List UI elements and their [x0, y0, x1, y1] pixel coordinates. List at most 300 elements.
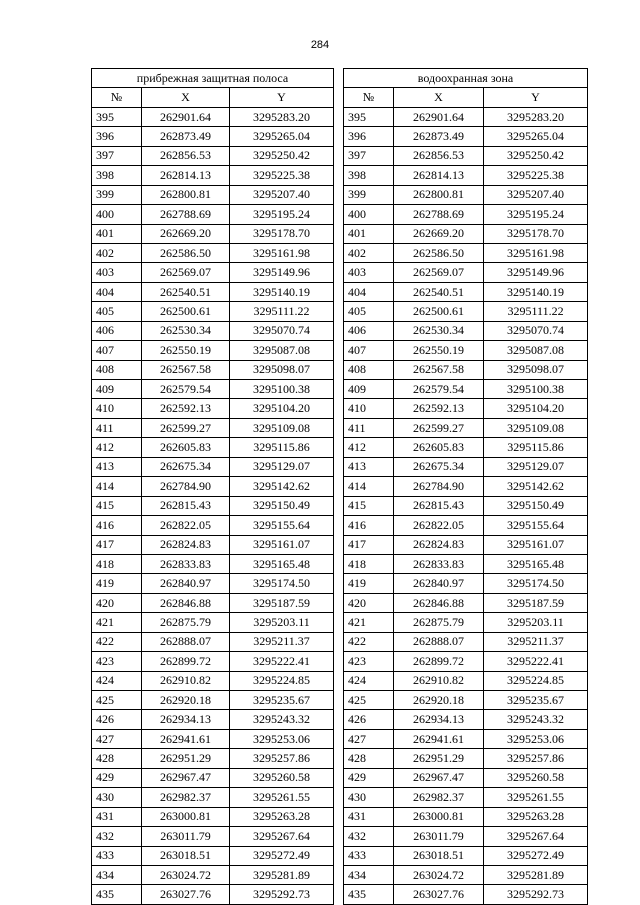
- table-row: [344, 768, 588, 787]
- cell-y: 3295222.41: [230, 652, 334, 671]
- cell-y: 3295265.04: [230, 127, 334, 146]
- cell-y: 3295267.64: [484, 827, 588, 846]
- cell-y: 3295070.74: [230, 321, 334, 340]
- cell-number: 397: [344, 146, 394, 165]
- table-row: [344, 516, 588, 535]
- cell-x: 262899.72: [142, 652, 230, 671]
- column-header-y: Y: [230, 88, 334, 107]
- table-row: [344, 418, 588, 437]
- cell-number: 420: [92, 593, 142, 612]
- cell-y: 3295260.58: [230, 768, 334, 787]
- table-row: [344, 321, 588, 340]
- table-row: [92, 399, 334, 418]
- cell-number: 424: [344, 671, 394, 690]
- cell-number: 428: [92, 749, 142, 768]
- cell-x: 262569.07: [142, 263, 230, 282]
- cell-number: 415: [92, 496, 142, 515]
- cell-number: 405: [344, 302, 394, 321]
- cell-number: 417: [344, 535, 394, 554]
- cell-x: 262550.19: [142, 341, 230, 360]
- cell-x: 262567.58: [394, 360, 484, 379]
- cell-x: 262941.61: [142, 729, 230, 748]
- cell-y: 3295257.86: [230, 749, 334, 768]
- cell-y: 3295149.96: [484, 263, 588, 282]
- cell-number: 431: [344, 807, 394, 826]
- table-row: [344, 477, 588, 496]
- cell-number: 398: [92, 166, 142, 185]
- cell-y: 3295222.41: [484, 652, 588, 671]
- cell-y: 3295195.24: [484, 205, 588, 224]
- cell-x: 262788.69: [394, 205, 484, 224]
- cell-x: 262888.07: [394, 632, 484, 651]
- cell-y: 3295272.49: [230, 846, 334, 865]
- table-row: [344, 613, 588, 632]
- cell-number: 419: [92, 574, 142, 593]
- cell-y: 3295098.07: [230, 360, 334, 379]
- cell-number: 432: [92, 827, 142, 846]
- cell-x: 262599.27: [142, 418, 230, 437]
- cell-y: 3295281.89: [230, 865, 334, 884]
- cell-number: 409: [92, 380, 142, 399]
- cell-x: 262530.34: [142, 321, 230, 340]
- cell-number: 395: [344, 107, 394, 126]
- page-number: 284: [310, 39, 330, 51]
- cell-number: 423: [92, 652, 142, 671]
- cell-y: 3295115.86: [484, 438, 588, 457]
- table-row: [92, 166, 334, 185]
- table-row: [344, 807, 588, 826]
- cell-x: 262800.81: [394, 185, 484, 204]
- table-row: [344, 302, 588, 321]
- cell-x: 262910.82: [142, 671, 230, 690]
- cell-x: 262824.83: [394, 535, 484, 554]
- cell-x: 263011.79: [394, 827, 484, 846]
- table-row: [92, 418, 334, 437]
- table-title-row: [92, 69, 334, 88]
- cell-number: 408: [92, 360, 142, 379]
- cell-y: 3295104.20: [230, 399, 334, 418]
- table-row: [92, 788, 334, 807]
- table-row: [92, 554, 334, 573]
- cell-x: 262822.05: [142, 516, 230, 535]
- cell-y: 3295115.86: [230, 438, 334, 457]
- cell-x: 262982.37: [394, 788, 484, 807]
- cell-number: 400: [92, 205, 142, 224]
- cell-number: 398: [344, 166, 394, 185]
- table-row: [92, 613, 334, 632]
- cell-y: 3295149.96: [230, 263, 334, 282]
- coastal-protection-strip-table: [91, 68, 334, 905]
- table-title: прибрежная защитная полоса: [92, 69, 334, 88]
- table-row: [92, 496, 334, 515]
- cell-number: 395: [92, 107, 142, 126]
- cell-x: 262901.64: [394, 107, 484, 126]
- cell-x: 262540.51: [142, 282, 230, 301]
- cell-y: 3295174.50: [484, 574, 588, 593]
- cell-x: 262934.13: [142, 710, 230, 729]
- cell-y: 3295292.73: [230, 885, 334, 904]
- table-row: [92, 632, 334, 651]
- cell-y: 3295265.04: [484, 127, 588, 146]
- cell-x: 263018.51: [142, 846, 230, 865]
- cell-y: 3295225.38: [230, 166, 334, 185]
- table-row: [344, 593, 588, 612]
- cell-x: 262567.58: [142, 360, 230, 379]
- table-row: [92, 749, 334, 768]
- cell-number: 426: [344, 710, 394, 729]
- cell-x: 262669.20: [142, 224, 230, 243]
- column-header-y: Y: [484, 88, 588, 107]
- cell-y: 3295111.22: [484, 302, 588, 321]
- column-header-x: X: [142, 88, 230, 107]
- table-row: [92, 710, 334, 729]
- cell-x: 262951.29: [142, 749, 230, 768]
- cell-y: 3295087.08: [230, 341, 334, 360]
- cell-x: 262530.34: [394, 321, 484, 340]
- cell-number: 422: [92, 632, 142, 651]
- cell-number: 434: [92, 865, 142, 884]
- cell-number: 405: [92, 302, 142, 321]
- table-row: [344, 146, 588, 165]
- table-row: [344, 846, 588, 865]
- cell-number: 403: [92, 263, 142, 282]
- cell-x: 263011.79: [142, 827, 230, 846]
- cell-y: 3295195.24: [230, 205, 334, 224]
- cell-y: 3295178.70: [230, 224, 334, 243]
- table-row: [344, 380, 588, 399]
- cell-number: 408: [344, 360, 394, 379]
- table-row: [344, 224, 588, 243]
- cell-y: 3295109.08: [230, 418, 334, 437]
- cell-number: 427: [92, 729, 142, 748]
- cell-y: 3295261.55: [484, 788, 588, 807]
- table-row: [344, 107, 588, 126]
- cell-x: 262920.18: [142, 691, 230, 710]
- table-row: [92, 477, 334, 496]
- table-row: [344, 341, 588, 360]
- column-header-number: №: [92, 88, 142, 107]
- table-row: [92, 282, 334, 301]
- cell-y: 3295203.11: [484, 613, 588, 632]
- table-row: [92, 827, 334, 846]
- cell-y: 3295129.07: [484, 457, 588, 476]
- cell-y: 3295224.85: [230, 671, 334, 690]
- cell-y: 3295211.37: [484, 632, 588, 651]
- cell-y: 3295165.48: [484, 554, 588, 573]
- cell-number: 425: [344, 691, 394, 710]
- table-title: водоохранная зона: [344, 69, 588, 88]
- cell-y: 3295161.98: [230, 243, 334, 262]
- cell-number: 413: [92, 457, 142, 476]
- cell-x: 262540.51: [394, 282, 484, 301]
- table-row: [344, 652, 588, 671]
- cell-x: 262675.34: [394, 457, 484, 476]
- cell-y: 3295253.06: [484, 729, 588, 748]
- cell-number: 399: [92, 185, 142, 204]
- cell-x: 262875.79: [394, 613, 484, 632]
- cell-y: 3295243.32: [484, 710, 588, 729]
- cell-y: 3295129.07: [230, 457, 334, 476]
- cell-number: 402: [344, 243, 394, 262]
- cell-x: 262888.07: [142, 632, 230, 651]
- cell-number: 413: [344, 457, 394, 476]
- cell-number: 396: [92, 127, 142, 146]
- cell-x: 262833.83: [142, 554, 230, 573]
- cell-x: 262784.90: [394, 477, 484, 496]
- cell-y: 3295100.38: [484, 380, 588, 399]
- cell-number: 418: [344, 554, 394, 573]
- table-row: [92, 146, 334, 165]
- table-row: [92, 593, 334, 612]
- table-row: [344, 243, 588, 262]
- cell-x: 262856.53: [142, 146, 230, 165]
- cell-number: 426: [92, 710, 142, 729]
- cell-y: 3295155.64: [484, 516, 588, 535]
- table-row: [92, 127, 334, 146]
- table-row: [344, 788, 588, 807]
- cell-y: 3295140.19: [230, 282, 334, 301]
- table-row: [92, 729, 334, 748]
- table-row: [92, 807, 334, 826]
- cell-number: 419: [344, 574, 394, 593]
- cell-x: 263000.81: [394, 807, 484, 826]
- cell-x: 262592.13: [394, 399, 484, 418]
- cell-number: 423: [344, 652, 394, 671]
- cell-number: 411: [344, 418, 394, 437]
- cell-y: 3295263.28: [230, 807, 334, 826]
- table-row: [344, 885, 588, 904]
- cell-x: 262814.13: [142, 166, 230, 185]
- cell-y: 3295142.62: [484, 477, 588, 496]
- cell-y: 3295070.74: [484, 321, 588, 340]
- column-header-x: X: [394, 88, 484, 107]
- table-row: [92, 691, 334, 710]
- table-row: [92, 360, 334, 379]
- cell-number: 422: [344, 632, 394, 651]
- cell-y: 3295225.38: [484, 166, 588, 185]
- cell-number: 403: [344, 263, 394, 282]
- cell-number: 410: [344, 399, 394, 418]
- table-row: [92, 302, 334, 321]
- cell-number: 435: [344, 885, 394, 904]
- cell-number: 407: [344, 341, 394, 360]
- table-row: [344, 574, 588, 593]
- cell-x: 262873.49: [394, 127, 484, 146]
- cell-y: 3295207.40: [484, 185, 588, 204]
- table-row: [344, 438, 588, 457]
- cell-number: 404: [92, 282, 142, 301]
- table-row: [92, 321, 334, 340]
- cell-x: 262982.37: [142, 788, 230, 807]
- table-row: [92, 516, 334, 535]
- table-row: [92, 652, 334, 671]
- cell-number: 425: [92, 691, 142, 710]
- table-row: [92, 846, 334, 865]
- cell-x: 262833.83: [394, 554, 484, 573]
- cell-y: 3295150.49: [484, 496, 588, 515]
- cell-x: 262550.19: [394, 341, 484, 360]
- cell-x: 262824.83: [142, 535, 230, 554]
- cell-y: 3295250.42: [484, 146, 588, 165]
- cell-x: 262500.61: [142, 302, 230, 321]
- table-header-row: [92, 88, 334, 107]
- cell-y: 3295174.50: [230, 574, 334, 593]
- cell-y: 3295211.37: [230, 632, 334, 651]
- cell-y: 3295257.86: [484, 749, 588, 768]
- table-row: [92, 457, 334, 476]
- cell-x: 262814.13: [394, 166, 484, 185]
- table-row: [92, 224, 334, 243]
- table-row: [344, 671, 588, 690]
- cell-x: 262873.49: [142, 127, 230, 146]
- cell-number: 399: [344, 185, 394, 204]
- cell-x: 262941.61: [394, 729, 484, 748]
- cell-number: 406: [92, 321, 142, 340]
- cell-number: 404: [344, 282, 394, 301]
- cell-x: 262599.27: [394, 418, 484, 437]
- cell-y: 3295150.49: [230, 496, 334, 515]
- cell-y: 3295253.06: [230, 729, 334, 748]
- cell-y: 3295263.28: [484, 807, 588, 826]
- cell-y: 3295165.48: [230, 554, 334, 573]
- cell-number: 430: [92, 788, 142, 807]
- cell-y: 3295243.32: [230, 710, 334, 729]
- cell-number: 433: [92, 846, 142, 865]
- table-row: [344, 282, 588, 301]
- cell-x: 262669.20: [394, 224, 484, 243]
- cell-x: 262846.88: [142, 593, 230, 612]
- cell-y: 3295161.07: [484, 535, 588, 554]
- cell-x: 262605.83: [394, 438, 484, 457]
- table-row: [344, 749, 588, 768]
- cell-number: 430: [344, 788, 394, 807]
- cell-x: 262856.53: [394, 146, 484, 165]
- cell-number: 429: [344, 768, 394, 787]
- cell-y: 3295235.67: [484, 691, 588, 710]
- cell-number: 412: [344, 438, 394, 457]
- cell-x: 262951.29: [394, 749, 484, 768]
- cell-y: 3295155.64: [230, 516, 334, 535]
- table-row: [92, 243, 334, 262]
- table-row: [92, 865, 334, 884]
- table-row: [344, 827, 588, 846]
- cell-number: 412: [92, 438, 142, 457]
- cell-x: 262675.34: [142, 457, 230, 476]
- cell-y: 3295140.19: [484, 282, 588, 301]
- column-header-number: №: [344, 88, 394, 107]
- cell-x: 262875.79: [142, 613, 230, 632]
- cell-y: 3295161.07: [230, 535, 334, 554]
- cell-x: 262934.13: [394, 710, 484, 729]
- cell-x: 262592.13: [142, 399, 230, 418]
- cell-number: 429: [92, 768, 142, 787]
- cell-y: 3295098.07: [484, 360, 588, 379]
- cell-number: 415: [344, 496, 394, 515]
- cell-number: 411: [92, 418, 142, 437]
- cell-x: 262800.81: [142, 185, 230, 204]
- cell-x: 263024.72: [394, 865, 484, 884]
- cell-y: 3295235.67: [230, 691, 334, 710]
- table-row: [344, 399, 588, 418]
- table-row: [344, 535, 588, 554]
- table-row: [92, 535, 334, 554]
- cell-number: 407: [92, 341, 142, 360]
- cell-number: 424: [92, 671, 142, 690]
- table-row: [344, 496, 588, 515]
- cell-y: 3295161.98: [484, 243, 588, 262]
- table-row: [344, 127, 588, 146]
- cell-x: 262815.43: [394, 496, 484, 515]
- cell-x: 262500.61: [394, 302, 484, 321]
- cell-number: 401: [344, 224, 394, 243]
- table-row: [344, 554, 588, 573]
- cell-number: 406: [344, 321, 394, 340]
- cell-y: 3295260.58: [484, 768, 588, 787]
- cell-x: 262920.18: [394, 691, 484, 710]
- cell-number: 400: [344, 205, 394, 224]
- table-row: [344, 166, 588, 185]
- cell-x: 262967.47: [142, 768, 230, 787]
- cell-number: 431: [92, 807, 142, 826]
- table-row: [92, 107, 334, 126]
- cell-number: 409: [344, 380, 394, 399]
- cell-x: 262901.64: [142, 107, 230, 126]
- cell-x: 263000.81: [142, 807, 230, 826]
- cell-x: 262579.54: [394, 380, 484, 399]
- cell-x: 263027.76: [142, 885, 230, 904]
- cell-y: 3295272.49: [484, 846, 588, 865]
- table-row: [92, 263, 334, 282]
- cell-number: 420: [344, 593, 394, 612]
- table-row: [344, 360, 588, 379]
- cell-y: 3295292.73: [484, 885, 588, 904]
- table-row: [344, 457, 588, 476]
- cell-x: 262605.83: [142, 438, 230, 457]
- table-row: [92, 671, 334, 690]
- table-row: [344, 632, 588, 651]
- cell-y: 3295207.40: [230, 185, 334, 204]
- cell-y: 3295111.22: [230, 302, 334, 321]
- table-row: [344, 205, 588, 224]
- cell-y: 3295224.85: [484, 671, 588, 690]
- cell-x: 262579.54: [142, 380, 230, 399]
- cell-y: 3295109.08: [484, 418, 588, 437]
- cell-number: 432: [344, 827, 394, 846]
- cell-number: 434: [344, 865, 394, 884]
- cell-number: 417: [92, 535, 142, 554]
- cell-y: 3295100.38: [230, 380, 334, 399]
- cell-number: 402: [92, 243, 142, 262]
- cell-x: 262586.50: [142, 243, 230, 262]
- table-body: [344, 107, 588, 904]
- table-header-row: [344, 88, 588, 107]
- cell-number: 416: [92, 516, 142, 535]
- cell-x: 262815.43: [142, 496, 230, 515]
- cell-x: 263027.76: [394, 885, 484, 904]
- cell-x: 262846.88: [394, 593, 484, 612]
- cell-number: 421: [92, 613, 142, 632]
- cell-number: 401: [92, 224, 142, 243]
- cell-y: 3295187.59: [484, 593, 588, 612]
- cell-number: 397: [92, 146, 142, 165]
- table-row: [92, 185, 334, 204]
- table-row: [344, 729, 588, 748]
- cell-y: 3295283.20: [230, 107, 334, 126]
- cell-y: 3295267.64: [230, 827, 334, 846]
- cell-number: 410: [92, 399, 142, 418]
- cell-y: 3295261.55: [230, 788, 334, 807]
- cell-x: 262822.05: [394, 516, 484, 535]
